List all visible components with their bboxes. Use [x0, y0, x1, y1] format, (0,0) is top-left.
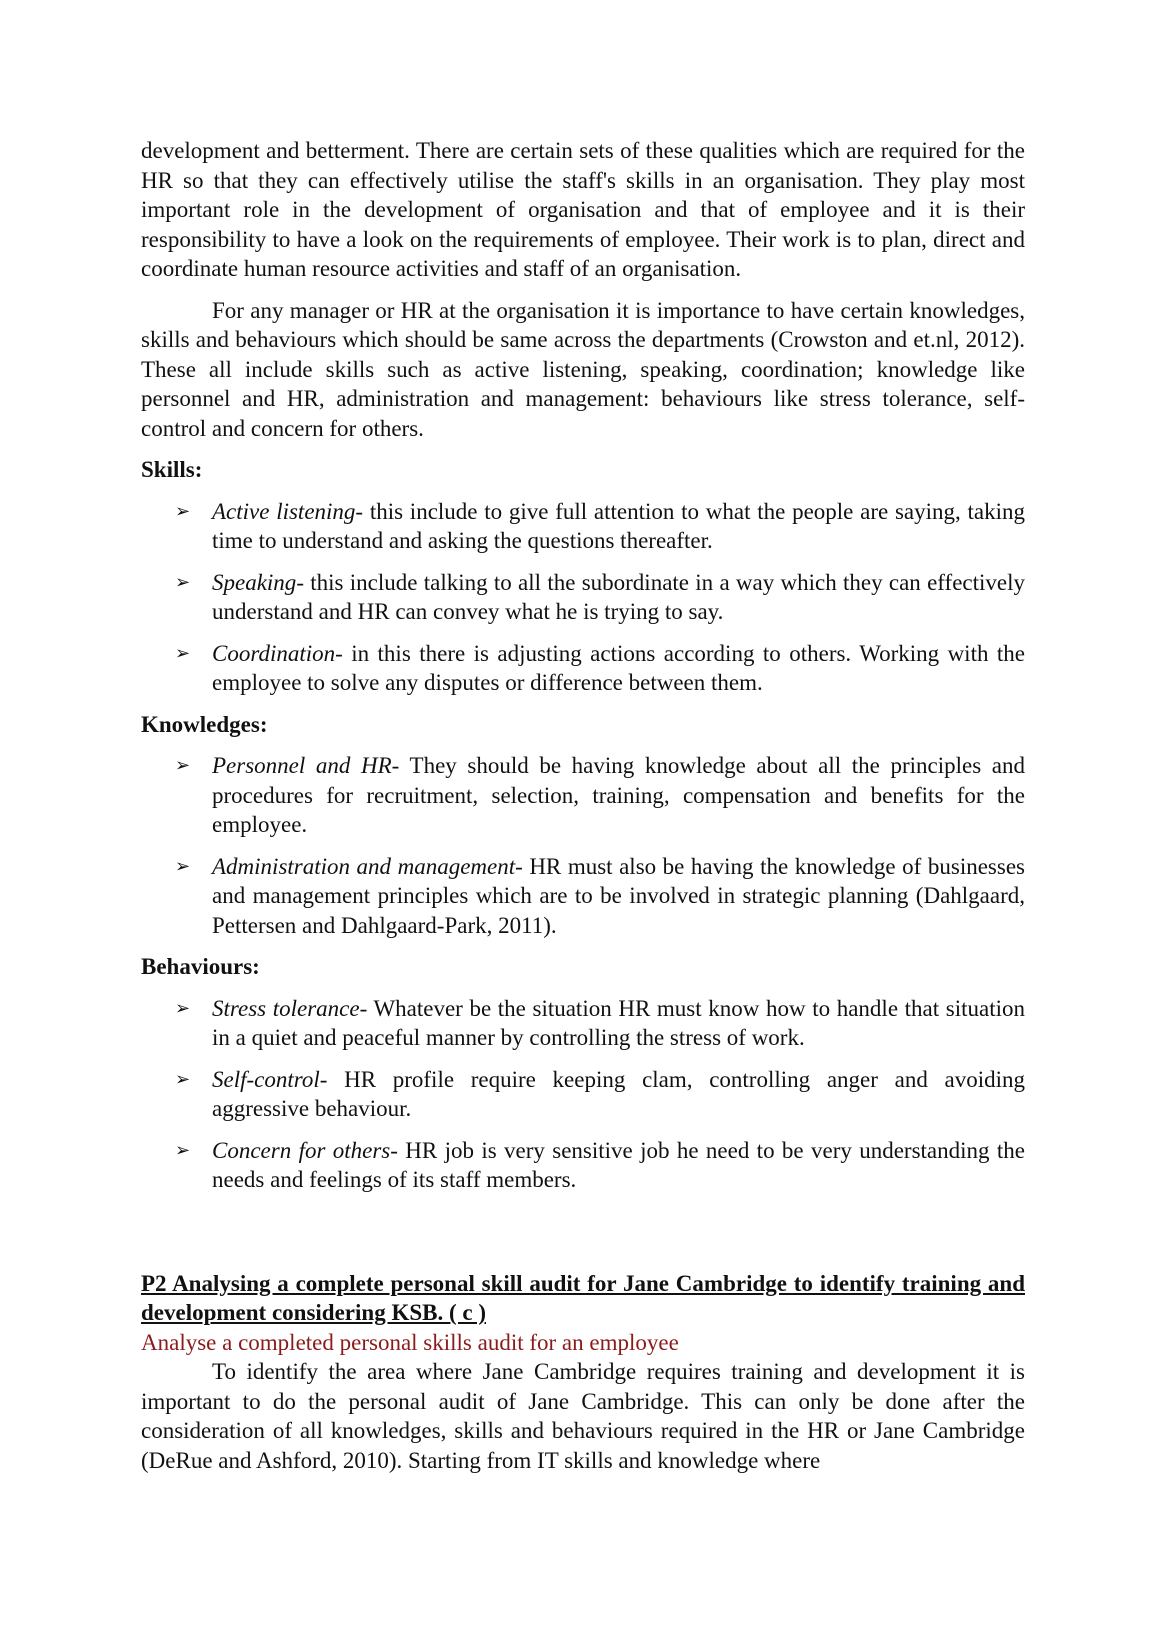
item-term: Stress tolerance: [212, 995, 360, 1021]
item-term: Personnel and HR: [212, 753, 392, 778]
knowledges-heading: Knowledges:: [141, 711, 268, 737]
arrow-bullet-icon: ➢: [175, 855, 191, 877]
list-item: [141, 751, 1025, 840]
item-text: - HR must also be having the knowledge of businesses and management principles which are to be involved in strategic planning (Dahlgaard, Pettersen and Dahlgaard-Park, 2011).: [212, 853, 1025, 938]
arrow-bullet-icon: ➢: [175, 755, 191, 776]
document-page: [141, 136, 1025, 1475]
item-text: - HR profile require keeping clam, controlling anger and avoiding aggressive behaviour.: [212, 1066, 1025, 1121]
skills-list: [141, 497, 1025, 698]
behaviours-list: [141, 994, 1025, 1195]
skills-heading: Skills:: [141, 457, 203, 482]
knowledges-list: [141, 751, 1025, 940]
arrow-bullet-icon: ➢: [175, 1068, 191, 1090]
item-term: Self-control: [212, 1066, 320, 1092]
item-text: - They should be having knowledge about all the principles and procedures for recruitment, selection, training, compensation and benefits for the employee.: [212, 753, 1025, 837]
item-text: - HR job is very sensitive job he need to be very understanding the needs and feelings of its staff members.: [212, 1137, 1025, 1192]
item-term: Speaking: [212, 569, 297, 595]
list-item: [141, 1065, 1025, 1124]
section-title-p2: P2 Analysing a complete personal skill audit for Jane Cambridge to identify training and development considering KSB. ( c ): [141, 1270, 1025, 1325]
item-term: Active listening: [212, 498, 356, 524]
p2-paragraph: To identify the area where Jane Cambridge requires training and development it is important to do the personal audit of Jane Cambridge. This can only be done after the consideration of all knowledges, skills and behaviours required in the HR or Jane Cambridge (DeRue and Ashford, 2010). Starting from IT skills and knowledge where: [141, 1359, 1025, 1473]
arrow-bullet-icon: ➢: [175, 571, 191, 593]
item-term: Concern for others: [212, 1137, 391, 1163]
intro-paragraph-2: For any manager or HR at the organisation it is importance to have certain knowledges, skills and behaviours which should be same across the departments (Crowston and et.nl, 2012). These all include skills such as active listening, speaking, coordination; knowledge like personnel and HR, administration and management: behaviours like stress tolerance, self-control and concern for others.: [141, 297, 1025, 441]
assessment-criterion: Analyse a completed personal skills audit for an employee: [141, 1329, 679, 1355]
behaviours-heading: Behaviours:: [141, 954, 260, 979]
list-item: [141, 994, 1025, 1053]
intro-paragraph-1: development and betterment. There are certain sets of these qualities which are required for the HR so that they can effectively utilise the staff's skills in an organisation. They play most important role in the development of organisation and that of employee and it is their responsibility to have a look on the requirements of employee. Their work is to plan, direct and coordinate human resource activities and staff of an organisation.: [141, 138, 1025, 281]
arrow-bullet-icon: ➢: [175, 1139, 191, 1161]
item-text: - this include talking to all the subordinate in a way which they can effectively understand and HR can convey what he is trying to say.: [212, 569, 1025, 624]
arrow-bullet-icon: ➢: [175, 997, 191, 1019]
item-text: - Whatever be the situation HR must know how to handle that situation in a quiet and peaceful manner by controlling the stress of work.: [212, 995, 1025, 1050]
list-item: [141, 1136, 1025, 1195]
list-item: [141, 568, 1025, 627]
list-item: [141, 639, 1025, 698]
item-text: - in this there is adjusting actions according to others. Working with the employee to solve any disputes or difference between them.: [212, 640, 1025, 695]
item-term: Administration and management: [212, 853, 516, 879]
arrow-bullet-icon: ➢: [175, 500, 191, 522]
list-item: [141, 497, 1025, 556]
item-term: Coordination: [212, 640, 336, 666]
list-item: [141, 852, 1025, 941]
item-text: - this include to give full attention to what the people are saying, taking time to understand and asking the questions thereafter.: [212, 498, 1025, 553]
arrow-bullet-icon: ➢: [175, 642, 191, 664]
